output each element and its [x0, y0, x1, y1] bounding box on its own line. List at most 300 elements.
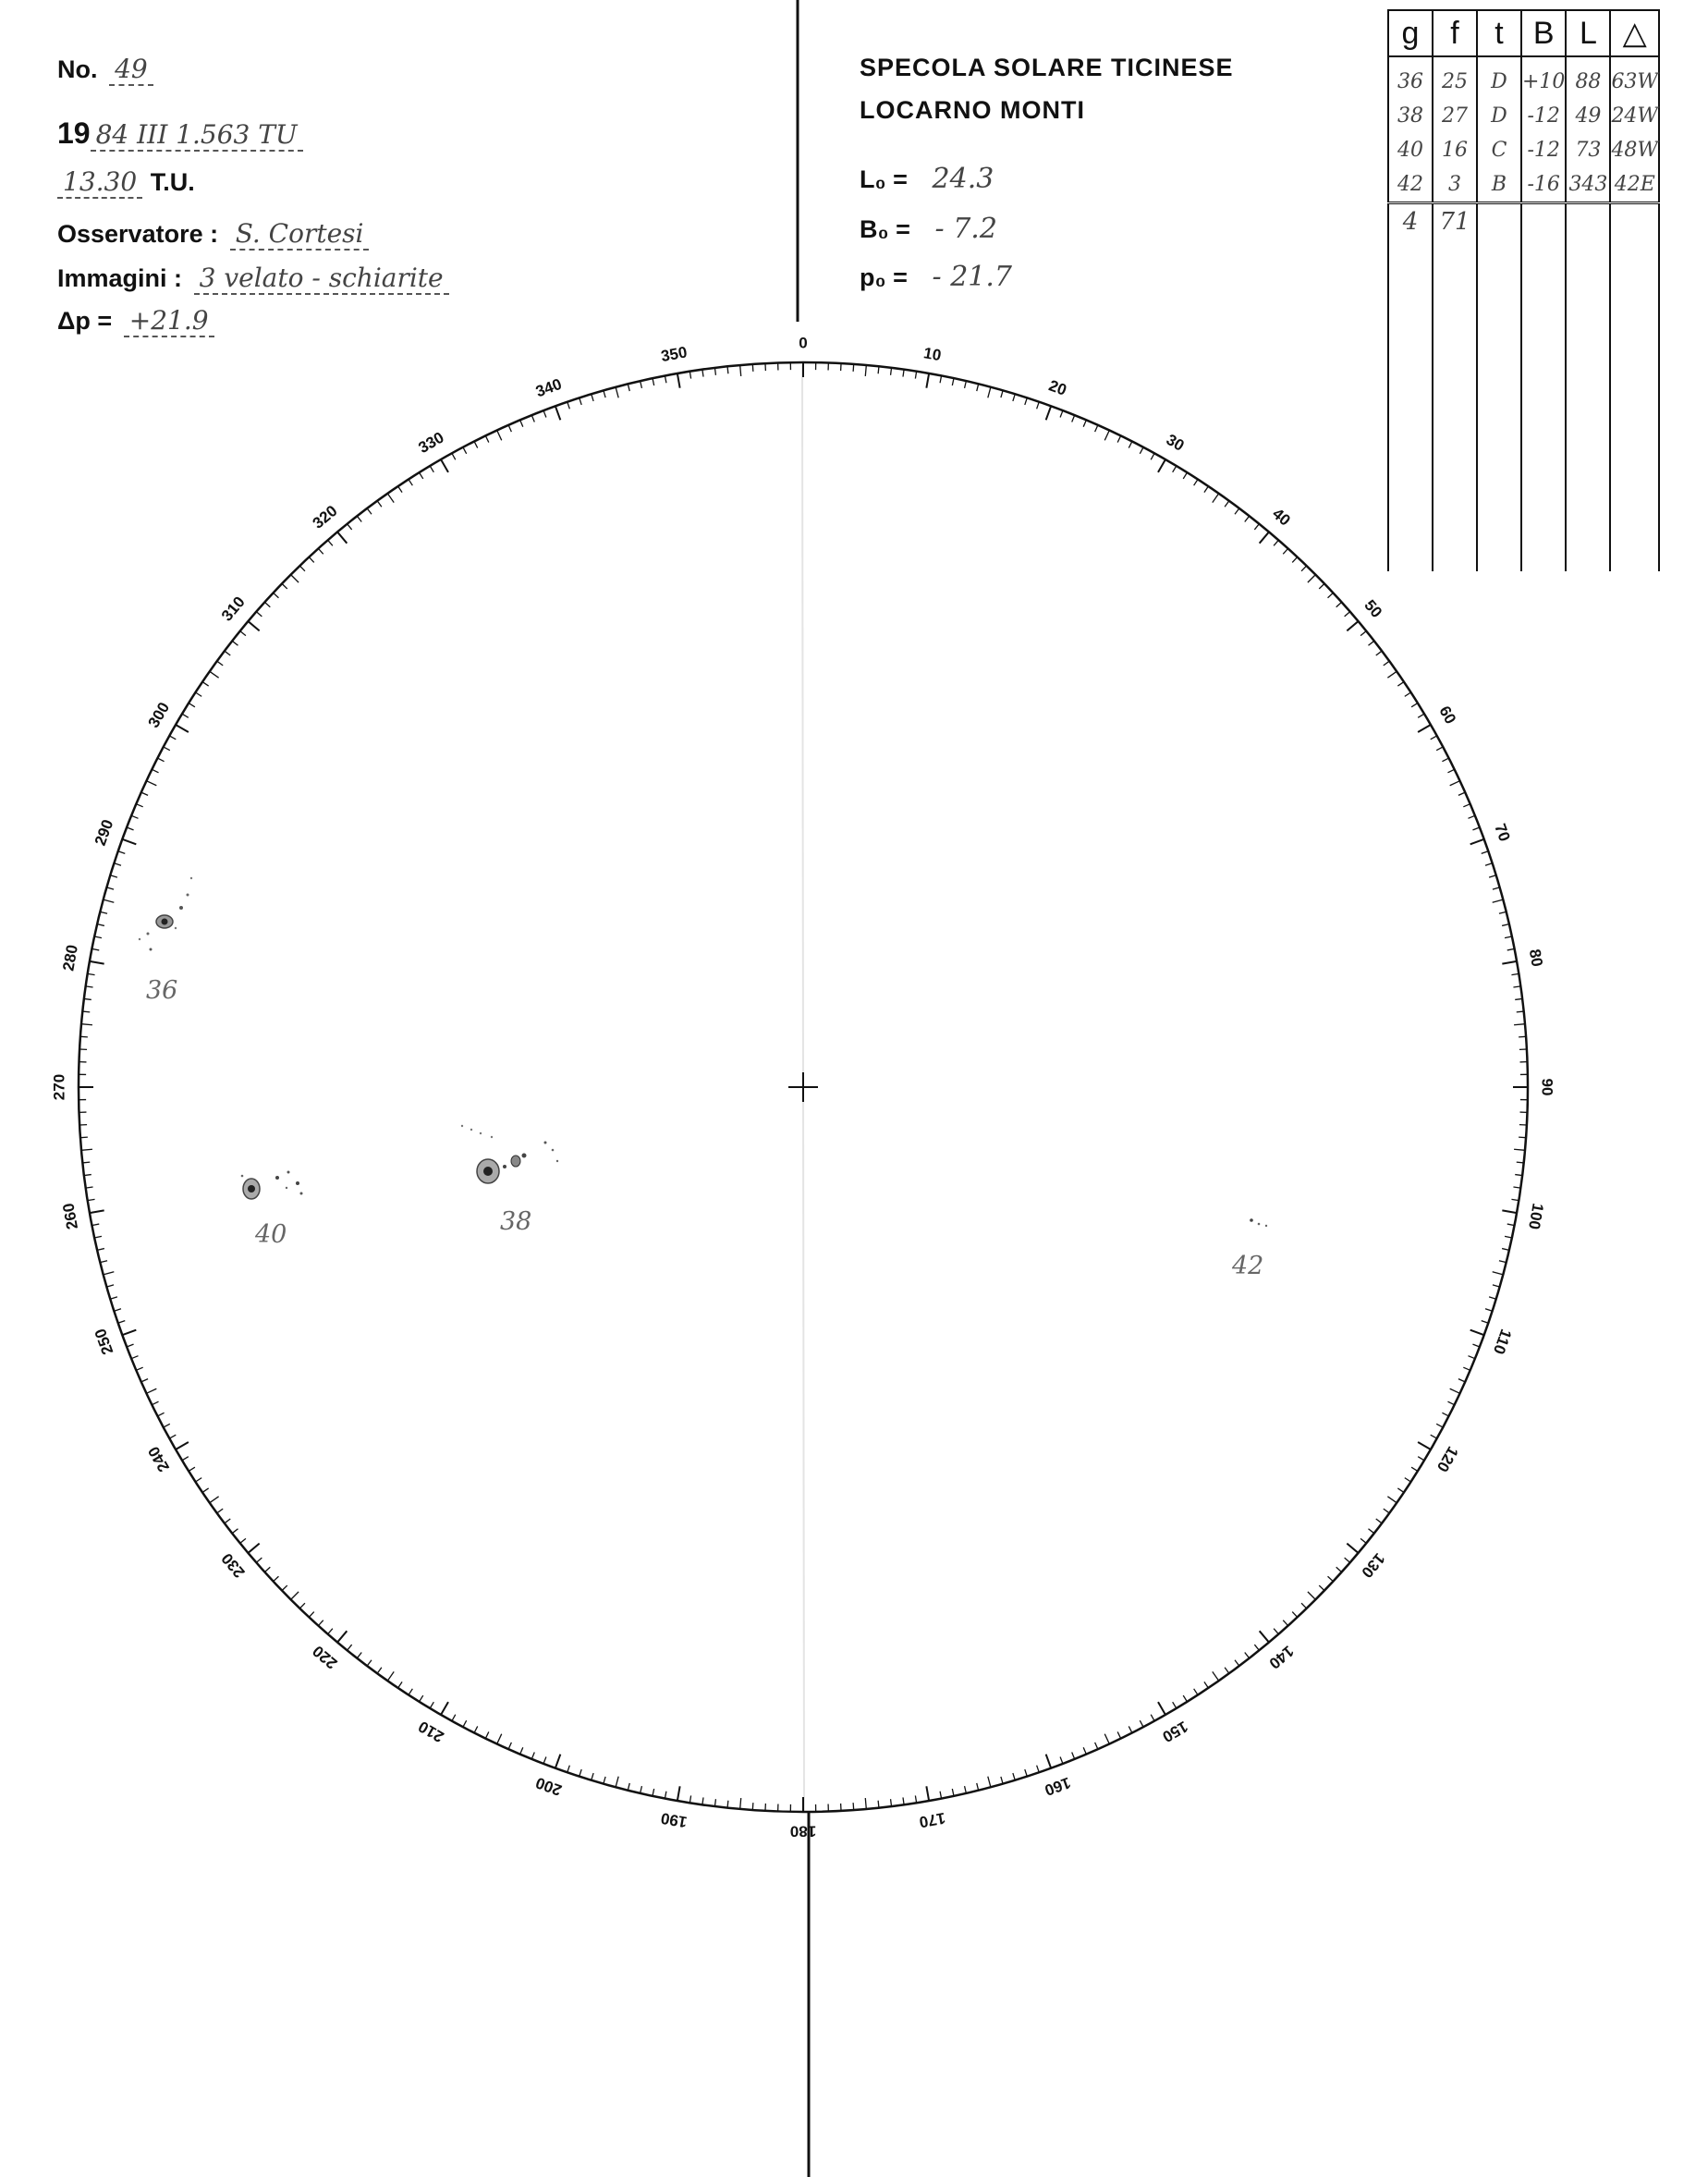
degree-label: 30: [1163, 430, 1188, 455]
degree-tick: [1204, 486, 1208, 493]
degree-tick: [81, 1149, 92, 1150]
degree-tick: [1095, 1743, 1098, 1749]
degree-tick: [1493, 887, 1500, 889]
degree-label: 270: [50, 1073, 68, 1101]
degree-tick: [1083, 420, 1086, 426]
degree-label: 50: [1360, 596, 1386, 621]
degree-tick: [1493, 1272, 1504, 1275]
degree-tick: [1387, 1497, 1397, 1503]
degree-tick: [1151, 453, 1154, 459]
spot: [480, 1132, 482, 1134]
total-groups: 4: [1388, 203, 1433, 239]
degree-tick: [1347, 621, 1358, 630]
degree-tick: [1235, 1660, 1239, 1666]
degree-tick: [106, 1285, 114, 1287]
degree-label: 0: [799, 334, 808, 352]
degree-tick: [127, 1344, 133, 1347]
degree-tick: [131, 1356, 138, 1359]
spot: [470, 1129, 472, 1131]
degree-tick: [182, 1457, 189, 1461]
degree-tick: [1254, 1645, 1259, 1650]
degree-tick: [274, 593, 279, 597]
degree-tick: [1213, 1671, 1219, 1681]
spot: [190, 877, 192, 879]
degree-tick: [543, 1756, 546, 1763]
cell-b: -12: [1521, 133, 1566, 167]
degree-tick: [141, 792, 148, 795]
degree-tick: [189, 703, 195, 707]
degree-tick: [1387, 671, 1397, 678]
degree-label: 170: [918, 1808, 947, 1831]
degree-tick: [1013, 394, 1015, 401]
degree-tick: [665, 375, 666, 383]
degree-tick: [240, 631, 246, 636]
degree-tick: [387, 1671, 394, 1681]
degree-tick: [1128, 441, 1132, 447]
spot: [1258, 1223, 1261, 1226]
degree-tick: [531, 415, 534, 422]
spot: [241, 1175, 244, 1178]
degree-tick: [157, 1413, 164, 1416]
cell-l: 73: [1566, 133, 1610, 167]
b0-label: B₀ =: [860, 215, 910, 243]
degree-tick: [80, 1036, 88, 1037]
degree-tick: [1489, 875, 1496, 877]
degree-tick: [1328, 1576, 1334, 1581]
degree-tick: [677, 1786, 680, 1801]
cell-t: D: [1477, 56, 1521, 99]
degree-tick: [1183, 1695, 1187, 1702]
degree-tick: [1173, 1702, 1177, 1708]
sunspot-group-42: [1231, 1218, 1267, 1280]
degree-label: 140: [1265, 1642, 1298, 1673]
images-label: Immagini :: [57, 264, 183, 292]
l0-value: 24.3: [932, 163, 994, 195]
sunspot-group-38: [461, 1125, 558, 1236]
date-value: 84 III 1.563 TU: [91, 119, 303, 152]
degree-label: 240: [144, 1443, 174, 1475]
degree-tick: [1140, 447, 1143, 454]
degree-tick: [915, 1795, 916, 1803]
degree-label: 220: [309, 1642, 341, 1673]
spot: [287, 1171, 290, 1174]
degree-tick: [1368, 641, 1373, 645]
degree-tick: [348, 1645, 352, 1650]
degree-tick: [1308, 575, 1315, 582]
number-value: 49: [109, 54, 153, 86]
degree-tick: [1482, 1321, 1489, 1324]
degree-tick: [1128, 1726, 1132, 1732]
degree-tick: [1083, 1747, 1086, 1754]
degree-tick: [1336, 602, 1342, 606]
degree-tick: [580, 397, 581, 405]
spot: [503, 1165, 506, 1168]
degree-tick: [420, 1695, 423, 1702]
degree-tick: [1046, 406, 1051, 420]
spot: [187, 894, 189, 897]
degree-tick: [136, 1367, 142, 1370]
degree-tick: [1360, 631, 1366, 636]
umbra: [248, 1185, 255, 1192]
degree-tick: [1245, 1652, 1250, 1657]
degree-tick: [110, 875, 117, 877]
degree-label: 230: [217, 1549, 249, 1582]
degree-tick: [640, 381, 642, 388]
degree-label: 330: [415, 428, 447, 458]
degree-tick: [952, 378, 954, 385]
col-header-g: g: [1388, 10, 1433, 56]
degree-tick: [1485, 863, 1493, 865]
degree-tick: [727, 1801, 728, 1808]
cell-t: B: [1477, 167, 1521, 203]
degree-tick: [1274, 540, 1278, 545]
degree-tick: [104, 899, 115, 902]
degree-tick: [1013, 1773, 1015, 1780]
degree-tick: [1411, 1467, 1418, 1471]
degree-tick: [367, 1660, 372, 1666]
degree-tick: [977, 1783, 979, 1791]
degree-tick: [127, 827, 133, 830]
degree-label: 90: [1538, 1078, 1556, 1096]
degree-tick: [387, 494, 394, 503]
degree-tick: [169, 1435, 176, 1438]
degree-tick: [90, 961, 104, 964]
degree-tick: [474, 1726, 478, 1732]
degree-tick: [640, 1786, 642, 1793]
degree-tick: [665, 1792, 666, 1799]
degree-tick: [152, 769, 158, 773]
degree-tick: [1347, 1544, 1358, 1553]
degree-tick: [232, 641, 238, 645]
degree-tick: [1502, 961, 1517, 964]
degree-tick: [1368, 1529, 1373, 1534]
degree-tick: [689, 372, 690, 379]
degree-tick: [195, 1478, 201, 1482]
spot: [491, 1136, 493, 1138]
degree-tick: [169, 736, 176, 740]
degree-tick: [1060, 410, 1063, 417]
cell-delta: 63W: [1610, 56, 1659, 99]
degree-tick: [176, 725, 189, 732]
sunspot-group-36: [139, 877, 192, 1005]
degree-tick: [1345, 612, 1350, 617]
degree-tick: [309, 1612, 313, 1618]
degree-tick: [1345, 1558, 1350, 1562]
spot: [296, 1181, 299, 1185]
degree-tick: [865, 1798, 866, 1809]
cell-b: -16: [1521, 167, 1566, 203]
degree-tick: [1173, 466, 1177, 472]
degree-tick: [1489, 1297, 1496, 1299]
degree-label: 290: [91, 817, 117, 849]
cell-delta: 42E: [1610, 167, 1659, 203]
degree-tick: [752, 1803, 753, 1810]
degree-tick: [1360, 1538, 1366, 1543]
observer-value: S. Cortesi: [230, 218, 370, 251]
degree-tick: [1319, 583, 1324, 589]
degree-tick: [903, 1797, 904, 1804]
degree-tick: [210, 1497, 219, 1503]
degree-tick: [1519, 1036, 1526, 1037]
degree-tick: [1513, 1187, 1520, 1188]
degree-tick: [409, 479, 412, 485]
degree-tick: [616, 387, 618, 398]
degree-tick: [988, 1777, 991, 1788]
degree-tick: [318, 1621, 323, 1626]
degree-tick: [1468, 815, 1474, 818]
degree-tick: [604, 1777, 605, 1784]
degree-tick: [1046, 1755, 1051, 1768]
spot: [286, 1187, 287, 1189]
degree-tick: [702, 370, 703, 377]
cell-delta: 24W: [1610, 99, 1659, 133]
degree-tick: [1037, 402, 1040, 410]
degree-tick: [1405, 692, 1411, 696]
cell-b: +10: [1521, 56, 1566, 99]
degree-tick: [1499, 911, 1507, 913]
degree-tick: [240, 1538, 246, 1543]
degree-tick: [1442, 758, 1448, 762]
degree-tick: [420, 472, 423, 479]
degree-tick: [189, 1467, 195, 1471]
degree-tick: [1140, 1720, 1143, 1727]
degree-tick: [1482, 851, 1489, 854]
degree-tick: [1213, 494, 1219, 503]
degree-tick: [282, 1585, 287, 1591]
degree-tick: [452, 1715, 456, 1721]
degree-tick: [1376, 651, 1382, 655]
degree-label: 200: [533, 1773, 565, 1800]
degree-tick: [452, 453, 456, 459]
cell-l: 343: [1566, 167, 1610, 203]
degree-tick: [1502, 1249, 1509, 1251]
degree-tick: [377, 501, 382, 507]
spot: [556, 1160, 558, 1162]
col-header-t: t: [1477, 10, 1521, 56]
degree-label: 70: [1491, 821, 1514, 844]
degree-tick: [653, 378, 654, 385]
degree-label: 340: [533, 374, 565, 401]
degree-tick: [1502, 924, 1509, 926]
degree-tick: [256, 1558, 262, 1562]
spot: [179, 906, 183, 910]
degree-tick: [264, 1567, 270, 1572]
degree-label: 260: [59, 1202, 82, 1231]
time-value: 13.30: [57, 166, 142, 199]
degree-tick: [1397, 1488, 1404, 1492]
year-prefix: 19: [57, 116, 91, 150]
degree-tick: [1502, 1210, 1517, 1213]
spot: [150, 948, 152, 951]
col-header-delta: △: [1610, 10, 1659, 56]
degree-tick: [1470, 839, 1484, 844]
umbra: [483, 1167, 493, 1176]
degree-tick: [891, 368, 892, 375]
degree-tick: [1194, 1689, 1198, 1695]
cell-b: -12: [1521, 99, 1566, 133]
cell-t: D: [1477, 99, 1521, 133]
degree-tick: [348, 524, 352, 530]
degree-tick: [1442, 1413, 1448, 1416]
degree-tick: [248, 1544, 259, 1553]
degree-label: 310: [217, 593, 249, 625]
spot: [300, 1192, 303, 1195]
degree-tick: [628, 1783, 629, 1791]
degree-tick: [878, 1801, 879, 1808]
degree-label: 130: [1358, 1549, 1389, 1582]
degree-tick: [97, 1249, 104, 1251]
observer-label: Osservatore :: [57, 220, 219, 248]
degree-tick: [520, 420, 523, 426]
degree-tick: [92, 1224, 99, 1226]
degree-tick: [1301, 566, 1307, 571]
degree-tick: [965, 1786, 967, 1793]
degree-tick: [1260, 1631, 1269, 1642]
degree-tick: [152, 1401, 158, 1405]
degree-tick: [82, 1162, 90, 1163]
degree-tick: [1117, 1731, 1121, 1738]
degree-tick: [1411, 703, 1418, 707]
degree-tick: [114, 863, 121, 865]
degree-tick: [1405, 1478, 1411, 1482]
degree-tick: [1515, 1175, 1522, 1176]
degree-tick: [441, 1702, 448, 1715]
degree-tick: [1001, 390, 1003, 397]
b0-value: - 7.2: [934, 213, 997, 245]
degree-tick: [463, 447, 467, 454]
degree-label: 40: [1269, 504, 1294, 530]
degree-tick: [1072, 415, 1075, 422]
degree-label: 350: [659, 343, 689, 366]
degree-tick: [1072, 1752, 1075, 1758]
degree-tick: [1397, 682, 1404, 686]
spot: [175, 927, 177, 929]
degree-tick: [195, 692, 201, 696]
degree-tick: [1245, 516, 1250, 521]
degree-tick: [1517, 1011, 1524, 1012]
degree-tick: [157, 758, 164, 762]
degree-label: 250: [91, 1326, 117, 1357]
degree-label: 210: [415, 1717, 447, 1746]
degree-tick: [915, 372, 916, 379]
degree-tick: [1519, 1137, 1526, 1138]
degree-tick: [94, 1236, 102, 1238]
degree-tick: [1505, 1236, 1512, 1238]
degree-tick: [84, 1175, 92, 1176]
degree-tick: [81, 1024, 92, 1025]
spot: [1265, 1225, 1267, 1227]
degree-tick: [309, 557, 313, 563]
delta-p-value: +21.9: [124, 305, 214, 337]
degree-tick: [1463, 804, 1470, 807]
degree-tick: [122, 1330, 136, 1335]
degree-tick: [580, 1769, 581, 1777]
degree-tick: [1225, 501, 1229, 507]
l0-label: L₀ =: [860, 165, 908, 193]
degree-tick: [398, 486, 402, 493]
degree-tick: [210, 671, 219, 678]
degree-tick: [1470, 1330, 1484, 1335]
cell-l: 88: [1566, 56, 1610, 99]
degree-tick: [282, 583, 287, 589]
cell-t: C: [1477, 133, 1521, 167]
degree-tick: [740, 1798, 741, 1809]
degree-tick: [1472, 1344, 1479, 1347]
cell-g: 36: [1388, 56, 1433, 99]
degree-tick: [1511, 973, 1519, 974]
degree-label: 80: [1525, 948, 1546, 969]
degree-tick: [182, 714, 189, 717]
degree-label: 280: [59, 943, 82, 972]
degree-tick: [977, 384, 979, 391]
degree-tick: [485, 1731, 489, 1738]
degree-tick: [92, 948, 99, 950]
degree-tick: [926, 373, 929, 388]
degree-tick: [740, 365, 741, 376]
number-label: No.: [57, 55, 98, 83]
degree-tick: [1151, 1715, 1154, 1721]
degree-tick: [1025, 1769, 1027, 1777]
degree-tick: [702, 1797, 703, 1804]
degree-tick: [1336, 1567, 1342, 1572]
degree-tick: [1514, 1024, 1525, 1025]
degree-tick: [1450, 1388, 1460, 1393]
degree-tick: [100, 911, 107, 913]
degree-tick: [714, 1799, 715, 1806]
degree-tick: [106, 887, 114, 889]
degree-tick: [430, 466, 433, 472]
degree-tick: [628, 384, 629, 391]
degree-tick: [1301, 1603, 1307, 1608]
degree-tick: [677, 373, 680, 388]
degree-tick: [1472, 827, 1479, 830]
degree-tick: [232, 1529, 238, 1534]
degree-tick: [567, 1766, 570, 1773]
degree-tick: [555, 406, 560, 420]
images-value: 3 velato - schiarite: [194, 263, 449, 295]
degree-tick: [1493, 1285, 1500, 1287]
spot: [522, 1154, 527, 1158]
degree-tick: [1001, 1777, 1003, 1784]
degree-label: 10: [921, 344, 943, 365]
degree-tick: [217, 661, 223, 666]
degree-tick: [1458, 1379, 1465, 1382]
degree-tick: [1376, 1519, 1382, 1523]
cell-f: 16: [1433, 133, 1477, 167]
spot: [544, 1142, 547, 1144]
degree-tick: [1507, 1224, 1515, 1226]
degree-tick: [1384, 1509, 1389, 1513]
group-label-36: 36: [146, 976, 178, 1005]
sunspot-group-40: [241, 1171, 303, 1250]
degree-tick: [136, 804, 142, 807]
degree-tick: [202, 682, 209, 686]
degree-tick: [689, 1795, 690, 1803]
group-label-38: 38: [500, 1207, 532, 1236]
spot: [552, 1149, 555, 1152]
degree-label: 160: [1042, 1773, 1073, 1800]
degree-tick: [1194, 479, 1198, 485]
degree-tick: [1436, 747, 1443, 751]
degree-tick: [604, 390, 605, 397]
delta-p-label: Δp =: [57, 307, 113, 335]
degree-label: 20: [1046, 376, 1069, 399]
degree-tick: [1292, 557, 1297, 563]
degree-tick: [1328, 593, 1334, 597]
degree-tick: [555, 1755, 560, 1768]
degree-tick: [122, 839, 136, 844]
degree-tick: [80, 1137, 88, 1138]
